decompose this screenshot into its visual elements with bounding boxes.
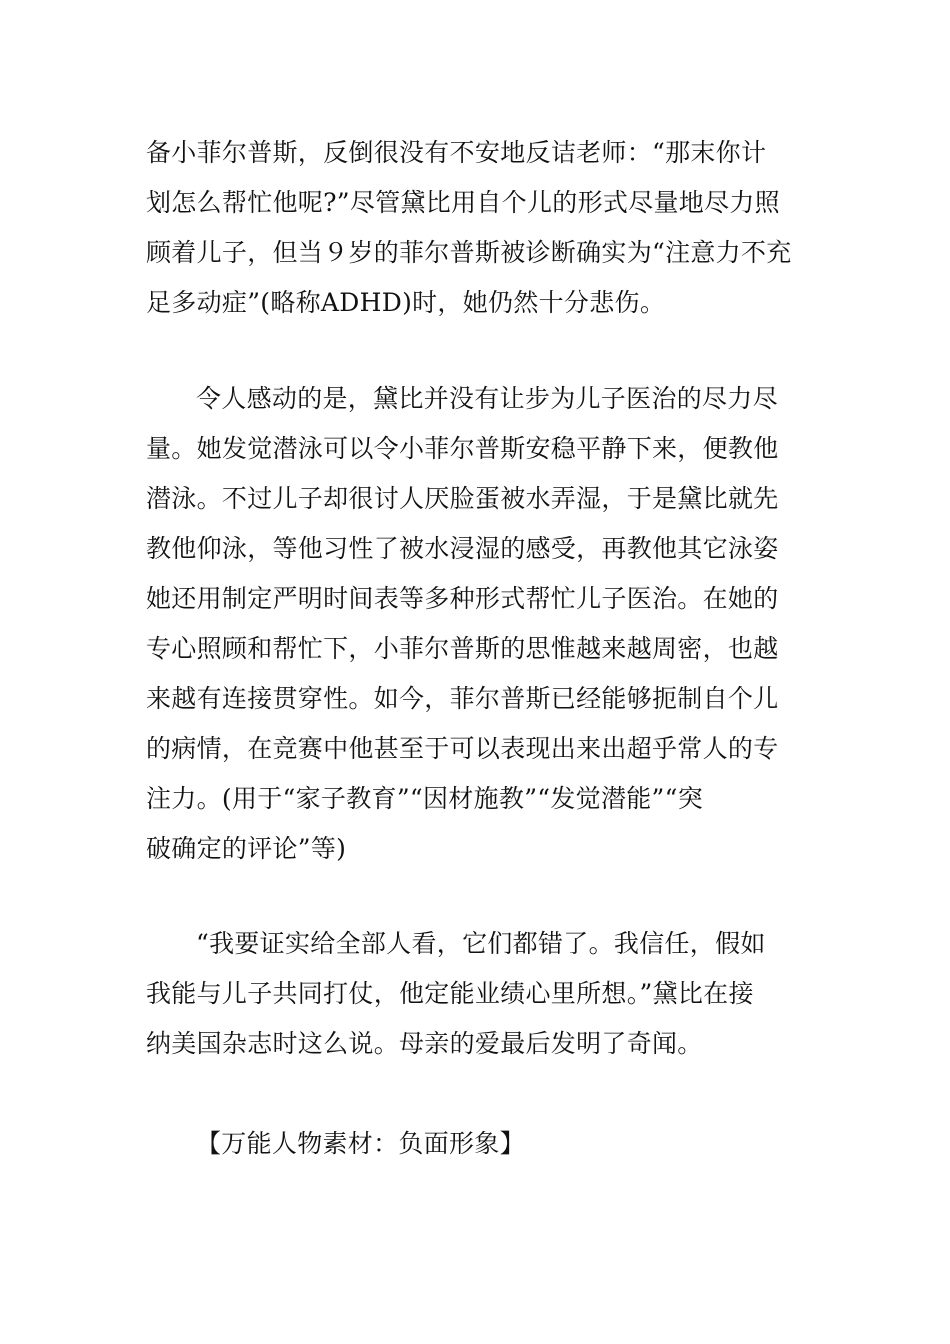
paragraph-line: 量。她发觉潜泳可以令小菲尔普斯安稳平静下来，便教他 bbox=[146, 434, 779, 463]
paragraph-1 bbox=[146, 128, 810, 328]
paragraph-line: 备小菲尔普斯，反倒很没有不安地反诘老师：“那末你计 bbox=[146, 138, 767, 167]
paragraph-line: 顾着儿子，但当９岁的菲尔普斯被诊断确实为“注意力不充 bbox=[146, 238, 792, 267]
paragraph-line: 破确定的评论”等) bbox=[146, 834, 347, 863]
paragraph-2 bbox=[146, 374, 810, 874]
paragraph-line: 注力。(用于“家子教育”“因材施教”“发觉潜能”“突 bbox=[146, 784, 704, 813]
paragraph-line: 她还用制定严明时间表等多种形式帮忙儿子医治。在她的 bbox=[146, 584, 779, 613]
paragraph-line: 来越有连接贯穿性。如今，菲尔普斯已经能够扼制自个儿 bbox=[146, 684, 779, 713]
paragraph-line: 纳美国杂志时这么说。母亲的爱最后发明了奇闻。 bbox=[146, 1029, 703, 1058]
paragraph-line: 教他仰泳，等他习性了被水浸湿的感受，再教他其它泳姿 bbox=[146, 534, 779, 563]
paragraph-3 bbox=[146, 919, 810, 1069]
paragraph-line: 足多动症”(略称ADHD)时，她仍然十分悲伤。 bbox=[146, 288, 666, 317]
paragraph-line: “我要证实给全部人看，它们都错了。我信任，假如 bbox=[196, 929, 766, 958]
paragraph-line: 划怎么帮忙他呢?”尽管黛比用自个儿的形式尽量地尽力照 bbox=[146, 188, 780, 217]
paragraph-line: 的病情，在竞赛中他甚至于可以表现出来出超乎常人的专 bbox=[146, 734, 779, 763]
paragraph-line: 专心照顾和帮忙下，小菲尔普斯的思惟越来越周密，也越 bbox=[146, 634, 779, 663]
heading-text: 【万能人物素材：负面形象】 bbox=[196, 1129, 525, 1158]
paragraph-line: 潜泳。不过儿子却很讨人厌脸蛋被水弄湿，于是黛比就先 bbox=[146, 484, 779, 513]
paragraph-line: 我能与儿子共同打仗，他定能业绩心里所想。”黛比在接 bbox=[146, 979, 754, 1008]
section-heading bbox=[146, 1119, 810, 1169]
paragraph-line: 令人感动的是，黛比并没有让步为儿子医治的尽力尽 bbox=[196, 384, 778, 413]
